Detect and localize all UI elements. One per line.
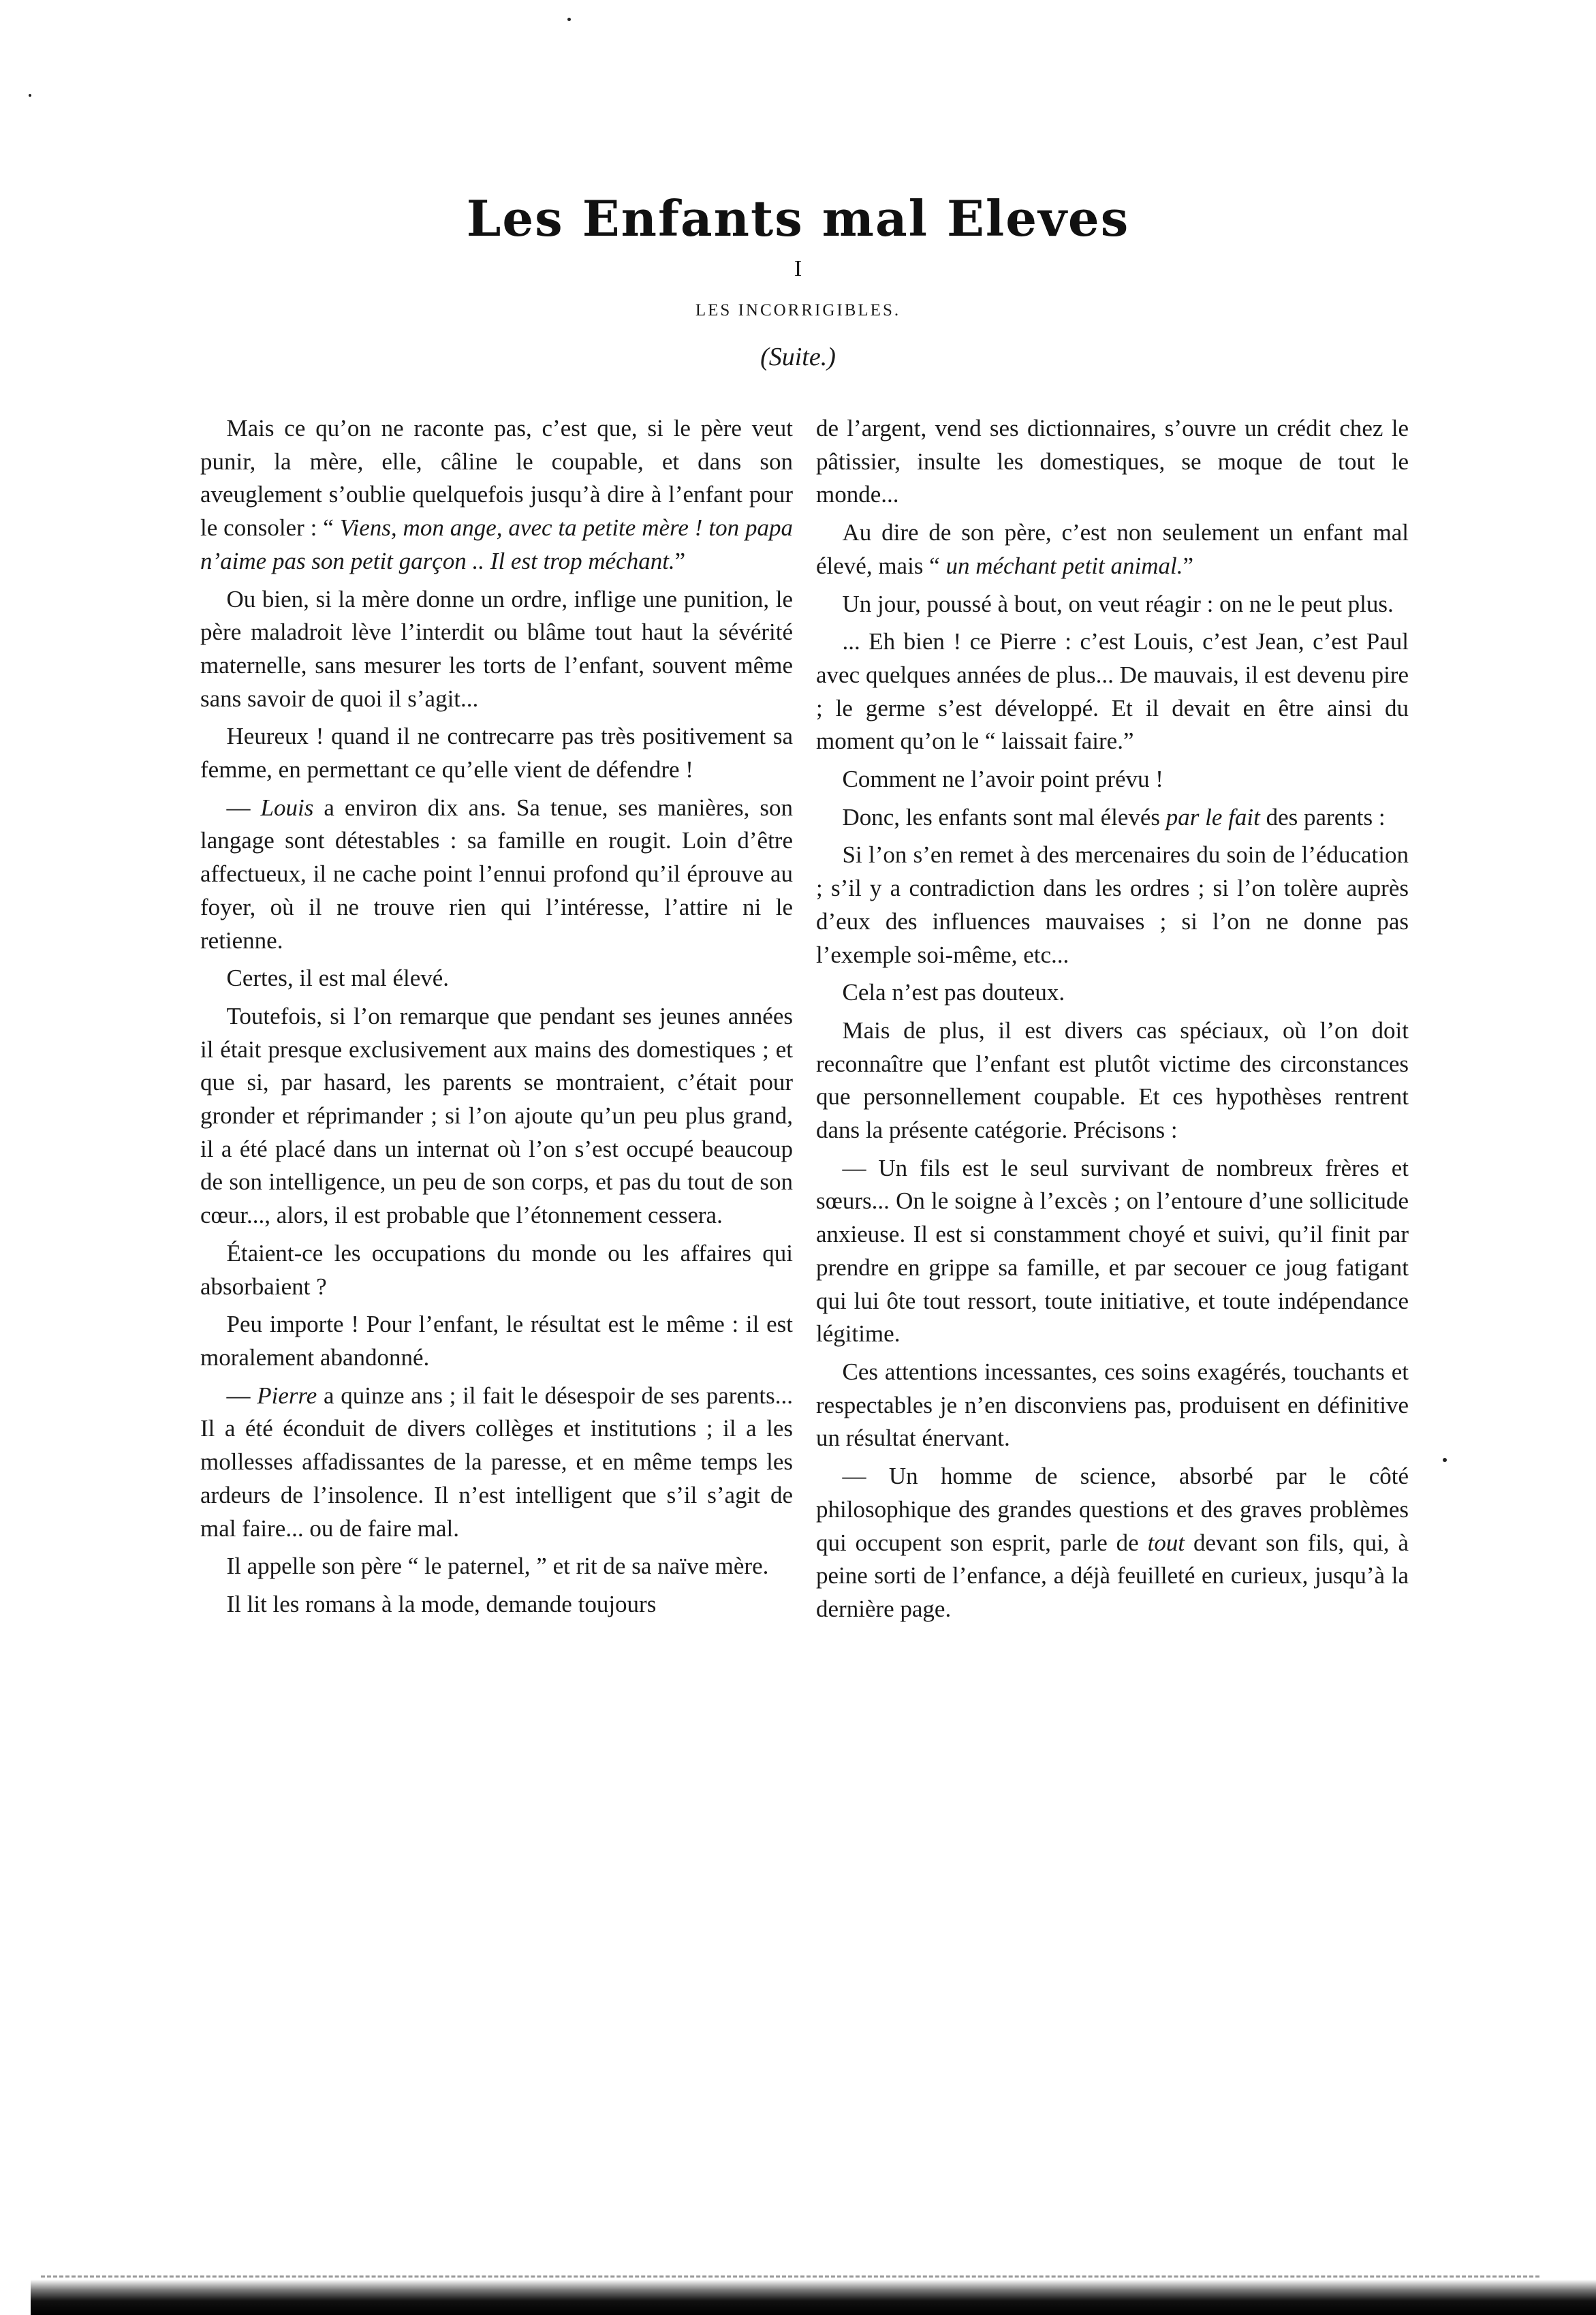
left-text-column (200, 412, 793, 1626)
print-speck (29, 94, 31, 97)
paragraph (816, 763, 1409, 796)
text-run: Toutefois, si l’on remarque que pendant ses jeunes années il était presque exclusivement aux mains des domestiques ; et que si, par hasard, les parents se montraient, c’était pour gronder et réprimander ; si l’on ajoute qu’un peu plus grand, il a été placé dans un internat où l’on s’est occupé beaucoup de son intelligence, un peu de son corps, et pas du tout de son cœur..., alors, il est probable que l’étonnement cessera. (200, 1002, 793, 1229)
text-run: a quinze ans ; il fait le désespoir de ses parents... Il a été éconduit de divers collèges et institutions ; il a les mollesses affadissantes de la paresse, et en même temps les ardeurs de l’insolence. Il n’est intelligent que s’il s’agit de mal faire... ou de faire mal. (200, 1382, 794, 1542)
paragraph (816, 1152, 1409, 1351)
paragraph (200, 720, 793, 786)
text-run: Cela n’est pas douteux. (842, 979, 1065, 1006)
text-run: — Un homme de science, absorbé par le côté philosophique des grandes questions et des graves problèmes qui occupent son esprit, parle de (816, 1463, 1409, 1556)
text-run: Au dire de son père, c’est non seulement un enfant mal élevé, mais “ (816, 519, 1409, 579)
print-speck (567, 18, 571, 21)
text-run: de l’argent, vend ses dictionnaires, s’ouvre un crédit chez le pâtissier, insulte les domestiques, se moque de tout le monde... (816, 415, 1409, 508)
text-run: ” (1183, 552, 1194, 579)
text-run: Étaient-ce les occupations du monde ou les affaires qui absorbaient ? (200, 1239, 793, 1300)
text-run: Comment ne l’avoir point prévu ! (842, 766, 1163, 793)
scan-bottom-edge (31, 2280, 1596, 2315)
paragraph (816, 1356, 1409, 1455)
italic-text: un méchant petit animal. (945, 552, 1183, 579)
italic-text: Louis (260, 794, 314, 821)
italic-text: Viens, mon ange, avec ta petite mère ! ton papa n’aime pas son petit garçon .. Il est trop méchant. (200, 514, 794, 574)
paragraph (816, 516, 1409, 582)
paragraph (200, 1308, 793, 1374)
paragraph (816, 1014, 1409, 1147)
text-run: Certes, il est mal élevé. (226, 965, 450, 992)
text-run: Ces attentions incessantes, ces soins exagérés, touchants et respectables je n’en disconviens pas, produisent en définitive un résultat énervant. (816, 1358, 1409, 1452)
text-run: Mais de plus, il est divers cas spéciaux, où l’on doit reconnaître que l’enfant est plutôt victime des circonstances que personnellement coupable. Et ces hypothèses rentrent dans la présente catégorie. Précisons : (816, 1016, 1409, 1144)
paragraph (816, 1460, 1409, 1626)
paragraph (200, 962, 793, 995)
text-run: Il appelle son père “ le paternel, ” et rit de sa naïve mère. (226, 1553, 769, 1580)
section-subtitle: LES INCORRIGIBLES. (695, 301, 901, 320)
paragraph (200, 583, 793, 716)
text-run: — (226, 1382, 257, 1409)
part-number: I (794, 256, 802, 281)
scan-edge-noise (41, 2266, 1539, 2278)
paragraph (816, 801, 1409, 835)
right-text-column (816, 412, 1409, 1631)
paragraph (200, 1237, 793, 1303)
italic-text: tout (1147, 1529, 1185, 1556)
text-run: Un jour, poussé à bout, on veut réagir : on ne le peut plus. (842, 590, 1394, 617)
text-run: — Un fils est le seul survivant de nombreux frères et sœurs... On le soigne à l’excès ; on l’entoure d’une sollicitude anxieuse. Il est si constamment choyé et suivi, qu’il finit par prendre en grippe sa famille, et par secouer ce joug fatigant qui lui ôte tout ressort, toute initiative, et toute indépendance légitime. (816, 1154, 1409, 1348)
text-run: Donc, les enfants sont mal élevés (842, 803, 1166, 830)
text-run: Mais ce qu’on ne raconte pas, c’est que, si le père veut punir, la mère, elle, câline le coupable, et dans son aveuglement s’oublie quelquefois jusqu’à dire à l’enfant pour le consoler : “ (200, 415, 793, 542)
paragraph (816, 588, 1409, 621)
article-title: Les Enfants mal Eleves (466, 189, 1130, 247)
text-run: Si l’on s’en remet à des mercenaires du soin de l’éducation ; s’il y a contradiction dans les ordres ; si l’on tolère auprès d’eux des influences mauvaises ; si l’on ne donne pas l’exemple soi-même, etc... (816, 841, 1409, 968)
text-run: Ou bien, si la mère donne un ordre, inflige une punition, le père maladroit lève l’interdit ou blâme tout haut la sévérité maternelle, sans mesurer les torts de l’enfant, souvent même sans savoir de quoi il s’agit... (200, 585, 793, 712)
paragraph (200, 1588, 793, 1621)
paragraph (200, 412, 793, 578)
paragraph (816, 839, 1409, 972)
paragraph (200, 1000, 793, 1232)
paragraph (816, 412, 1409, 512)
text-run: des parents : (1259, 803, 1386, 830)
text-run: a environ dix ans. Sa tenue, ses manières, son langage sont détestables : sa famille en rougit. Loin d’être affectueux, il ne cache point l’ennui profond qu’il éprouve au foyer, où il ne trouve rien qui l’intéresse, l’attire ni le retienne. (200, 794, 793, 954)
paragraph (816, 976, 1409, 1010)
paragraph (200, 1380, 793, 1546)
paragraph (816, 625, 1409, 758)
text-run: ... Eh bien ! ce Pierre : c’est Louis, c’est Jean, c’est Paul avec quelques années de plus... De mauvais, il est devenu pire ; le germe s’est développé. Et il devait en être ainsi du moment qu’on le “ laissait faire.” (816, 628, 1409, 755)
text-run: — (226, 794, 261, 821)
text-run: devant son fils, qui, à peine sorti de l’enfance, a déjà feuilleté en curieux, jusqu’à la dernière page. (816, 1529, 1409, 1622)
text-run: Il lit les romans à la mode, demande toujours (226, 1590, 657, 1617)
italic-text: par le fait (1165, 803, 1260, 830)
paragraph (200, 792, 793, 958)
text-run: Heureux ! quand il ne contrecarre pas très positivement sa femme, en permettant ce qu’elle vient de défendre ! (200, 723, 793, 783)
paragraph (200, 1550, 793, 1583)
text-run: Peu importe ! Pour l’enfant, le résultat est le même : il est moralement abandonné. (200, 1311, 793, 1371)
italic-text: Pierre (257, 1382, 317, 1409)
text-run: ” (674, 547, 686, 574)
continuation-label: (Suite.) (760, 343, 836, 371)
print-speck (1443, 1458, 1447, 1462)
